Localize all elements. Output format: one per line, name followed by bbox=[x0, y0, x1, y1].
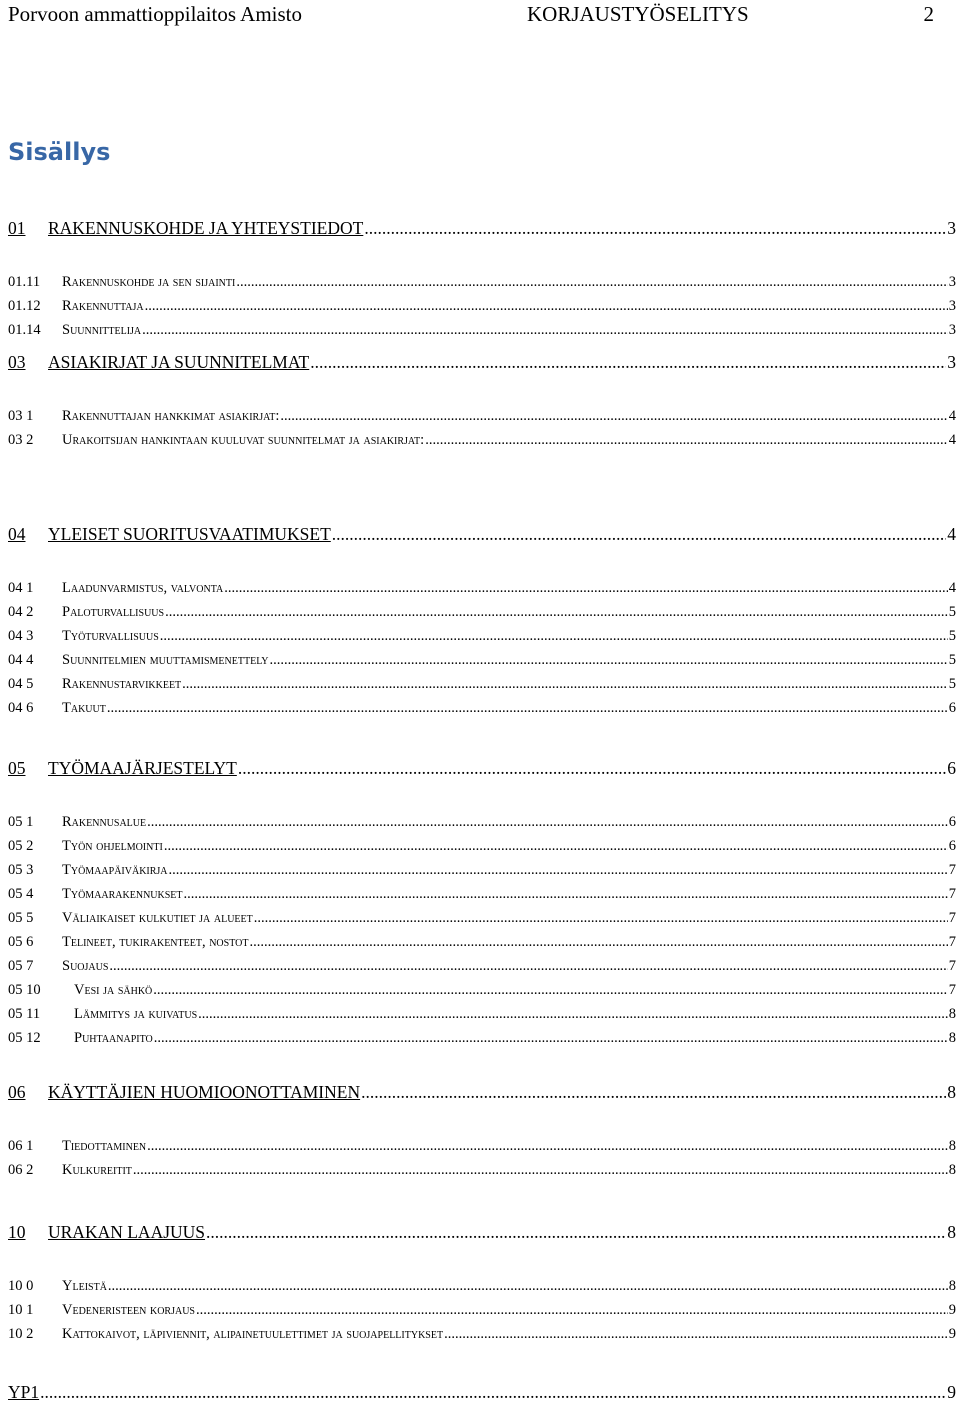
toc-entry-number: YP1 bbox=[8, 1382, 40, 1402]
toc-entry[interactable] bbox=[8, 980, 956, 1000]
toc-entry-number: 05 6 bbox=[8, 934, 34, 950]
toc-entry-page: 7 bbox=[948, 862, 956, 878]
toc-entry[interactable] bbox=[8, 522, 956, 546]
toc-entry-number: 05 3 bbox=[8, 862, 34, 878]
toc-entry-page: 5 bbox=[948, 604, 956, 620]
toc-entry-number: 10 1 bbox=[8, 1302, 34, 1318]
toc-entry-title: Työn ohjelmointi bbox=[62, 838, 163, 854]
toc-entry-number: 05 bbox=[8, 758, 26, 778]
toc-entry-page: 6 bbox=[948, 838, 956, 854]
toc-entry-title: Vedeneristeen korjaus bbox=[62, 1302, 195, 1318]
toc-entry-number: 05 2 bbox=[8, 838, 34, 854]
toc-dot-leader bbox=[147, 1136, 948, 1156]
toc-entry-page: 8 bbox=[948, 1138, 956, 1154]
toc-dot-leader bbox=[169, 860, 948, 880]
toc-entry-number: 05 11 bbox=[8, 1006, 41, 1022]
toc-entry[interactable] bbox=[8, 272, 956, 292]
toc-entry[interactable] bbox=[8, 908, 956, 928]
toc-dot-leader bbox=[108, 1276, 948, 1296]
toc-entry[interactable] bbox=[8, 350, 956, 374]
toc-entry-page: 6 bbox=[947, 758, 956, 778]
toc-entry[interactable] bbox=[8, 1136, 956, 1156]
toc-entry-page: 4 bbox=[948, 432, 956, 448]
toc-entry-number: 04 2 bbox=[8, 604, 34, 620]
toc-entry-title: Työmaapäiväkirja bbox=[62, 862, 168, 878]
toc-dot-leader bbox=[236, 272, 947, 292]
toc-entry-page: 3 bbox=[948, 274, 956, 290]
toc-dot-leader bbox=[280, 406, 947, 426]
toc-entry[interactable] bbox=[8, 1004, 956, 1024]
toc-entry-page: 5 bbox=[948, 652, 956, 668]
toc-entry-title: Työmaarakennukset bbox=[62, 886, 183, 902]
toc-entry-title: Rakennuttajan hankkimat asiakirjat: bbox=[62, 408, 280, 424]
toc-entry-page: 8 bbox=[948, 1030, 956, 1046]
toc-entry[interactable] bbox=[8, 216, 956, 240]
toc-entry-title: Vesi ja sähkö bbox=[74, 982, 153, 998]
toc-entry-number: 10 2 bbox=[8, 1326, 34, 1342]
toc-entry-page: 7 bbox=[948, 934, 956, 950]
toc-entry-page: 3 bbox=[948, 322, 956, 338]
toc-entry-page: 7 bbox=[948, 886, 956, 902]
toc-entry-number: 04 5 bbox=[8, 676, 34, 692]
toc-dot-leader bbox=[310, 350, 946, 374]
toc-entry-title: Tiedottaminen bbox=[62, 1138, 147, 1154]
document-title: KORJAUSTYÖSELITYS bbox=[527, 2, 749, 26]
toc-entry[interactable] bbox=[8, 836, 956, 856]
toc-entry-title: Rakennuskohde ja sen sijainti bbox=[62, 274, 236, 290]
toc-entry-title: Lämmitys ja kuivatus bbox=[74, 1006, 198, 1022]
toc-dot-leader bbox=[196, 1300, 948, 1320]
toc-entry[interactable] bbox=[8, 406, 956, 426]
toc-entry[interactable] bbox=[8, 884, 956, 904]
toc-dot-leader bbox=[198, 1004, 948, 1024]
toc-entry-title: Laadunvarmistus, valvonta bbox=[62, 580, 224, 596]
toc-entry-title: YLEISET SUORITUSVAATIMUKSET bbox=[48, 524, 331, 544]
toc-entry-page: 3 bbox=[948, 298, 956, 314]
toc-dot-leader bbox=[107, 698, 948, 718]
toc-entry-number: 06 bbox=[8, 1082, 26, 1102]
toc-entry-page: 6 bbox=[948, 700, 956, 716]
toc-entry[interactable] bbox=[8, 1080, 956, 1104]
toc-dot-leader bbox=[206, 1220, 946, 1244]
toc-entry[interactable] bbox=[8, 320, 956, 340]
toc-entry-title: Paloturvallisuus bbox=[62, 604, 165, 620]
toc-entry-page: 7 bbox=[948, 910, 956, 926]
toc-entry-number: 05 5 bbox=[8, 910, 34, 926]
toc-entry-title: Telineet, tukirakenteet, nostot bbox=[62, 934, 249, 950]
toc-entry[interactable] bbox=[8, 756, 956, 780]
toc-dot-leader bbox=[249, 932, 947, 952]
toc-entry-page: 4 bbox=[948, 408, 956, 424]
toc-dot-leader bbox=[270, 650, 948, 670]
toc-entry-page: 9 bbox=[947, 1382, 956, 1402]
toc-entry[interactable] bbox=[8, 1380, 956, 1404]
toc-dot-leader bbox=[164, 836, 948, 856]
toc-entry-page: 8 bbox=[947, 1082, 956, 1102]
toc-dot-leader bbox=[160, 626, 948, 646]
toc-entry[interactable] bbox=[8, 1220, 956, 1244]
toc-entry-title: Kulkureitit bbox=[62, 1162, 132, 1178]
toc-entry[interactable] bbox=[8, 956, 956, 976]
toc-entry[interactable] bbox=[8, 430, 956, 450]
toc-entry-title: Suunnitelmien muuttamismenettely bbox=[62, 652, 269, 668]
toc-entry[interactable] bbox=[8, 602, 956, 622]
toc-entry-number: 01.14 bbox=[8, 322, 41, 338]
toc-entry-title: Yleistä bbox=[62, 1278, 107, 1294]
toc-entry-number: 04 bbox=[8, 524, 26, 544]
toc-entry-number: 05 10 bbox=[8, 982, 41, 998]
toc-dot-leader bbox=[142, 320, 948, 340]
toc-dot-leader bbox=[147, 812, 948, 832]
toc-dot-leader bbox=[425, 430, 948, 450]
toc-entry[interactable] bbox=[8, 578, 956, 598]
page-number: 2 bbox=[923, 2, 934, 26]
toc-entry-number: 03 2 bbox=[8, 432, 34, 448]
toc-dot-leader bbox=[444, 1324, 948, 1344]
toc-entry-title: Suojaus bbox=[62, 958, 109, 974]
toc-dot-leader bbox=[145, 296, 948, 316]
toc-entry-page: 8 bbox=[948, 1162, 956, 1178]
toc-entry-page: 4 bbox=[948, 580, 956, 596]
toc-entry[interactable] bbox=[8, 698, 956, 718]
toc-title: Sisällys bbox=[8, 138, 111, 166]
toc-entry-page: 9 bbox=[948, 1326, 956, 1342]
toc-entry-title: Väliaikaiset kulkutiet ja alueet bbox=[62, 910, 253, 926]
toc-entry[interactable] bbox=[8, 860, 956, 880]
toc-entry-title: Rakennusalue bbox=[62, 814, 147, 830]
toc-dot-leader bbox=[361, 1080, 946, 1104]
toc-entry-title: TYÖMAAJÄRJESTELYT bbox=[48, 758, 237, 778]
toc-entry-page: 4 bbox=[947, 524, 956, 544]
toc-entry-title: RAKENNUSKOHDE JA YHTEYSTIEDOT bbox=[48, 218, 364, 238]
toc-dot-leader bbox=[153, 980, 947, 1000]
toc-entry-page: 3 bbox=[947, 352, 956, 372]
toc-entry[interactable] bbox=[8, 812, 956, 832]
toc-dot-leader bbox=[182, 674, 948, 694]
toc-entry-title: Työturvallisuus bbox=[62, 628, 159, 644]
toc-dot-leader bbox=[154, 1028, 948, 1048]
toc-entry-page: 9 bbox=[948, 1302, 956, 1318]
toc-entry-number: 06 2 bbox=[8, 1162, 34, 1178]
toc-entry-number: 10 bbox=[8, 1222, 26, 1242]
toc-entry-page: 5 bbox=[948, 628, 956, 644]
toc-dot-leader bbox=[133, 1160, 948, 1180]
toc-entry-number: 01 bbox=[8, 218, 26, 238]
toc-entry-title: Suunnittelija bbox=[62, 322, 142, 338]
toc-entry-number: 03 1 bbox=[8, 408, 34, 424]
toc-entry-title: Kattokaivot, läpiviennit, alipainetuulettimet ja suojapellitykset bbox=[62, 1326, 444, 1342]
toc-entry-page: 8 bbox=[947, 1222, 956, 1242]
toc-entry[interactable] bbox=[8, 1160, 956, 1180]
toc-dot-leader bbox=[254, 908, 948, 928]
toc-dot-leader bbox=[224, 578, 947, 598]
toc-entry[interactable] bbox=[8, 626, 956, 646]
toc-dot-leader bbox=[332, 522, 946, 546]
toc-entry-page: 6 bbox=[948, 814, 956, 830]
toc-dot-leader bbox=[165, 602, 948, 622]
toc-entry[interactable] bbox=[8, 1028, 956, 1048]
toc-entry-number: 04 1 bbox=[8, 580, 34, 596]
toc-entry-page: 7 bbox=[948, 982, 956, 998]
toc-entry-title: Takuut bbox=[62, 700, 106, 716]
toc-entry[interactable] bbox=[8, 650, 956, 670]
toc-entry-number: 04 3 bbox=[8, 628, 34, 644]
toc-entry-title: Urakoitsijan hankintaan kuuluvat suunnitelmat ja asiakirjat: bbox=[62, 432, 425, 448]
toc-entry[interactable] bbox=[8, 932, 956, 952]
toc-entry-page: 7 bbox=[948, 958, 956, 974]
toc-entry-number: 05 12 bbox=[8, 1030, 41, 1046]
toc-entry[interactable] bbox=[8, 296, 956, 316]
toc-entry[interactable] bbox=[8, 1276, 956, 1296]
school-name: Porvoon ammattioppilaitos Amisto bbox=[8, 2, 302, 26]
toc-entry-title: ASIAKIRJAT JA SUUNNITELMAT bbox=[48, 352, 310, 372]
toc-entry-title: KÄYTTÄJIEN HUOMIOONOTTAMINEN bbox=[48, 1082, 361, 1102]
toc-entry-title: Rakennustarvikkeet bbox=[62, 676, 182, 692]
toc-dot-leader bbox=[184, 884, 948, 904]
toc-entry-title: URAKAN LAAJUUS bbox=[48, 1222, 206, 1242]
toc-entry-number: 03 bbox=[8, 352, 26, 372]
toc-entry-number: 10 0 bbox=[8, 1278, 34, 1294]
toc-dot-leader bbox=[238, 756, 946, 780]
toc-entry[interactable] bbox=[8, 1300, 956, 1320]
toc-entry-number: 01.12 bbox=[8, 298, 41, 314]
toc-entry-page: 3 bbox=[947, 218, 956, 238]
toc-entry-number: 04 4 bbox=[8, 652, 34, 668]
toc-entry-page: 5 bbox=[948, 676, 956, 692]
toc-entry-number: 06 1 bbox=[8, 1138, 34, 1154]
toc-entry-number: 05 4 bbox=[8, 886, 34, 902]
toc-entry-number: 01.11 bbox=[8, 274, 41, 290]
toc-entry[interactable] bbox=[8, 1324, 956, 1344]
toc-entry-page: 8 bbox=[948, 1006, 956, 1022]
toc-dot-leader bbox=[364, 216, 946, 240]
toc-entry-title: Puhtaanapito bbox=[74, 1030, 153, 1046]
toc-entry-title: Rakennuttaja bbox=[62, 298, 144, 314]
toc-dot-leader bbox=[109, 956, 947, 976]
toc-entry-page: 8 bbox=[948, 1278, 956, 1294]
toc-dot-leader bbox=[40, 1380, 946, 1404]
toc-entry-number: 04 6 bbox=[8, 700, 34, 716]
toc-entry-number: 05 7 bbox=[8, 958, 34, 974]
toc-entry-number: 05 1 bbox=[8, 814, 34, 830]
toc-entry[interactable] bbox=[8, 674, 956, 694]
